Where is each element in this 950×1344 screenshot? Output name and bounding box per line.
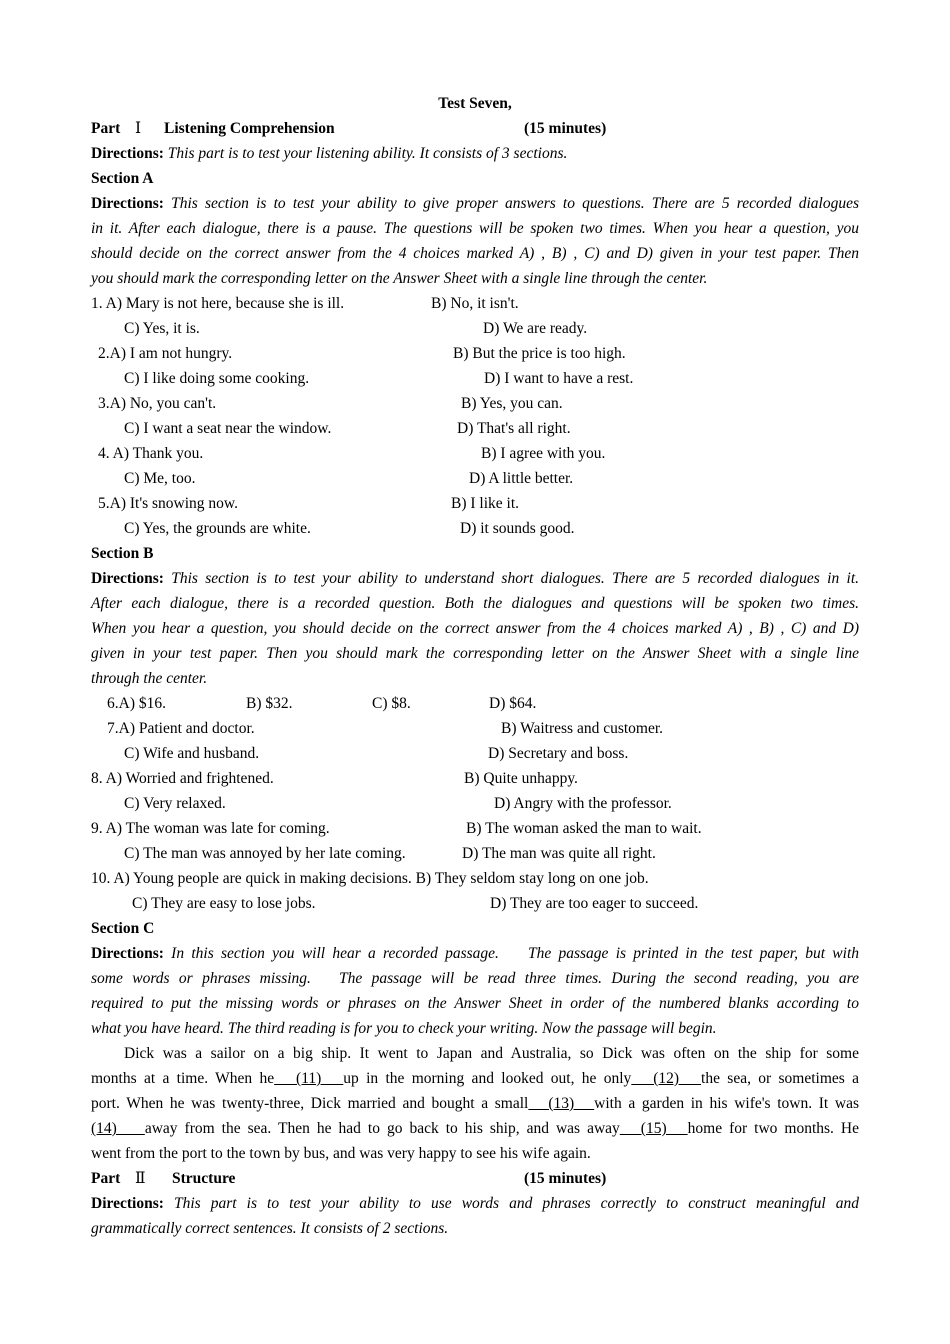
part1-time: (15 minutes) bbox=[524, 120, 607, 137]
option-d: D) $64. bbox=[489, 695, 537, 712]
option-a: 3.A) No, you can't. bbox=[98, 395, 217, 412]
option-a: 10. A) Young people are quick in making decisions. bbox=[91, 870, 412, 887]
section-c-heading: Section C bbox=[91, 920, 155, 937]
part2-directions-line bbox=[91, 1191, 859, 1216]
option-c: C) Wife and husband. bbox=[124, 745, 260, 762]
option-c: C) The man was annoyed by her late coming. bbox=[124, 845, 406, 862]
section-b-directions-line: After each dialogue, there is a recorded question. Both the dialogues and questions will be spoken two times. bbox=[91, 595, 859, 612]
option-a: 7.A) Patient and doctor. bbox=[107, 720, 255, 737]
section-b-directions-line bbox=[91, 566, 859, 591]
directions-text: This section is to test your ability to give proper answers to questions. There are 5 recorded dialogues bbox=[171, 195, 860, 212]
part1-numeral: Ⅰ bbox=[135, 120, 142, 137]
section-a-directions-line: should decide on the correct answer from the 4 choices marked A) , B) , C) and D) given in your test paper. Then bbox=[91, 245, 859, 262]
option-b: B) No, it isn't. bbox=[431, 295, 519, 312]
directions-label: Directions: bbox=[91, 195, 164, 212]
part1-directions bbox=[91, 141, 567, 166]
passage-text: the sea, or sometimes a bbox=[701, 1070, 860, 1087]
option-a: 8. A) Worried and frightened. bbox=[91, 770, 274, 787]
directions-label: Directions: bbox=[91, 945, 164, 962]
directions-text: This part is to test your ability to use words and phrases correctly to construct meaningful and bbox=[173, 1195, 860, 1212]
directions-text: In this section you will hear a recorded passage. The passage is printed in the test paper, but with bbox=[171, 945, 859, 962]
option-c: C) Very relaxed. bbox=[124, 795, 226, 812]
option-c: C) Yes, the grounds are white. bbox=[124, 520, 311, 537]
option-c: C) $8. bbox=[372, 695, 411, 712]
directions-text: This part is to test your listening ability. It consists of 3 sections. bbox=[167, 145, 568, 162]
part2-time: (15 minutes) bbox=[524, 1170, 607, 1187]
option-c: C) Me, too. bbox=[124, 470, 196, 487]
passage-text: away from the sea. Then he had to go back to his ship, and was away bbox=[144, 1120, 620, 1137]
option-d: D) Secretary and boss. bbox=[488, 745, 629, 762]
directions-label: Directions: bbox=[91, 145, 164, 162]
option-a: 2.A) I am not hungry. bbox=[98, 345, 233, 362]
option-a: 5.A) It's snowing now. bbox=[98, 495, 238, 512]
section-b-directions-line: When you hear a question, you should decide on the correct answer from the 4 choices marked A) , B) , C) and D) bbox=[91, 620, 859, 637]
passage-line bbox=[91, 1066, 859, 1091]
blank-12: (12) bbox=[631, 1070, 702, 1087]
blank-14: (14) bbox=[91, 1120, 145, 1137]
passage-line bbox=[91, 1091, 859, 1116]
option-b: B) I agree with you. bbox=[481, 445, 606, 462]
blank-15: (15) bbox=[619, 1120, 688, 1137]
option-c: C) They are easy to lose jobs. bbox=[132, 895, 316, 912]
section-a-directions-line: you should mark the corresponding letter on the Answer Sheet with a single line through the center. bbox=[91, 270, 708, 287]
option-d: D) That's all right. bbox=[457, 420, 571, 437]
passage-text: up in the morning and looked out, he only bbox=[343, 1070, 632, 1087]
option-d: D) We are ready. bbox=[483, 320, 588, 337]
option-d: D) A little better. bbox=[469, 470, 574, 487]
section-c-directions-line: what you have heard. The third reading is for you to check your writing. Now the passage will begin. bbox=[91, 1020, 717, 1037]
passage-text: home for two months. He bbox=[687, 1120, 860, 1137]
part2-label: Part bbox=[91, 1170, 121, 1187]
option-d: D) The man was quite all right. bbox=[462, 845, 656, 862]
option-b: B) $32. bbox=[246, 695, 293, 712]
part2-numeral: Ⅱ bbox=[135, 1170, 146, 1187]
part2-directions-line: grammatically correct sentences. It consists of 2 sections. bbox=[91, 1220, 449, 1237]
option-d: D) I want to have a rest. bbox=[484, 370, 634, 387]
passage-line: went from the port to the town by bus, and was very happy to see his wife again. bbox=[91, 1145, 591, 1162]
option-a: 6.A) $16. bbox=[107, 695, 166, 712]
option-d: D) Angry with the professor. bbox=[494, 795, 672, 812]
part1-name: Listening Comprehension bbox=[164, 120, 335, 137]
option-d: D) They are too eager to succeed. bbox=[490, 895, 699, 912]
blank-11: (11) bbox=[274, 1070, 344, 1087]
part2-name: Structure bbox=[172, 1170, 236, 1187]
part1-label: Part bbox=[91, 120, 121, 137]
section-c-directions-line: required to put the missing words or phrases on the Answer Sheet in order of the numbered blanks according to bbox=[91, 995, 859, 1012]
directions-label: Directions: bbox=[91, 1195, 164, 1212]
option-b: B) I like it. bbox=[451, 495, 520, 512]
option-b: B) Quite unhappy. bbox=[464, 770, 578, 787]
section-c-directions-line: some words or phrases missing. The passage will be read three times. During the second reading, you are bbox=[91, 970, 859, 987]
option-b: B) Yes, you can. bbox=[461, 395, 563, 412]
passage-text: months at a time. When he bbox=[91, 1070, 275, 1087]
option-b: B) The woman asked the man to wait. bbox=[466, 820, 702, 837]
section-b-directions-line: through the center. bbox=[91, 670, 208, 687]
passage-text: port. When he was twenty-three, Dick married and bought a small bbox=[91, 1095, 529, 1112]
option-b: B) But the price is too high. bbox=[453, 345, 626, 362]
passage-line: Dick was a sailor on a big ship. It went to Japan and Australia, so Dick was often on the ship for some bbox=[124, 1045, 859, 1062]
option-a: 9. A) The woman was late for coming. bbox=[91, 820, 330, 837]
option-c: C) I want a seat near the window. bbox=[124, 420, 332, 437]
option-c: C) I like doing some cooking. bbox=[124, 370, 310, 387]
test-title: Test Seven, bbox=[438, 95, 512, 112]
passage-line bbox=[91, 1116, 859, 1141]
section-c-directions-line bbox=[91, 941, 859, 966]
passage-text: with a garden in his wife's town. It was bbox=[594, 1095, 859, 1112]
option-b: B) Waitress and customer. bbox=[501, 720, 664, 737]
question-10 bbox=[91, 866, 649, 891]
directions-text: This section is to test your ability to understand short dialogues. There are 5 recorded dialogues in it. bbox=[171, 570, 860, 587]
option-d: D) it sounds good. bbox=[460, 520, 575, 537]
option-a: 4. A) Thank you. bbox=[98, 445, 204, 462]
section-b-heading: Section B bbox=[91, 545, 154, 562]
blank-13: (13) bbox=[528, 1095, 595, 1112]
section-a-heading: Section A bbox=[91, 170, 154, 187]
directions-label: Directions: bbox=[91, 570, 164, 587]
section-a-directions-line: in it. After each dialogue, there is a pause. The questions will be spoken two times. When you hear a question, you bbox=[91, 220, 859, 237]
section-a-directions-line bbox=[91, 191, 859, 216]
option-b: B) They seldom stay long on one job. bbox=[415, 870, 649, 887]
option-c: C) Yes, it is. bbox=[124, 320, 200, 337]
section-b-directions-line: given in your test paper. Then you should mark the corresponding letter on the Answer Sheet with a single line bbox=[91, 645, 859, 662]
option-a: 1. A) Mary is not here, because she is ill. bbox=[91, 295, 345, 312]
